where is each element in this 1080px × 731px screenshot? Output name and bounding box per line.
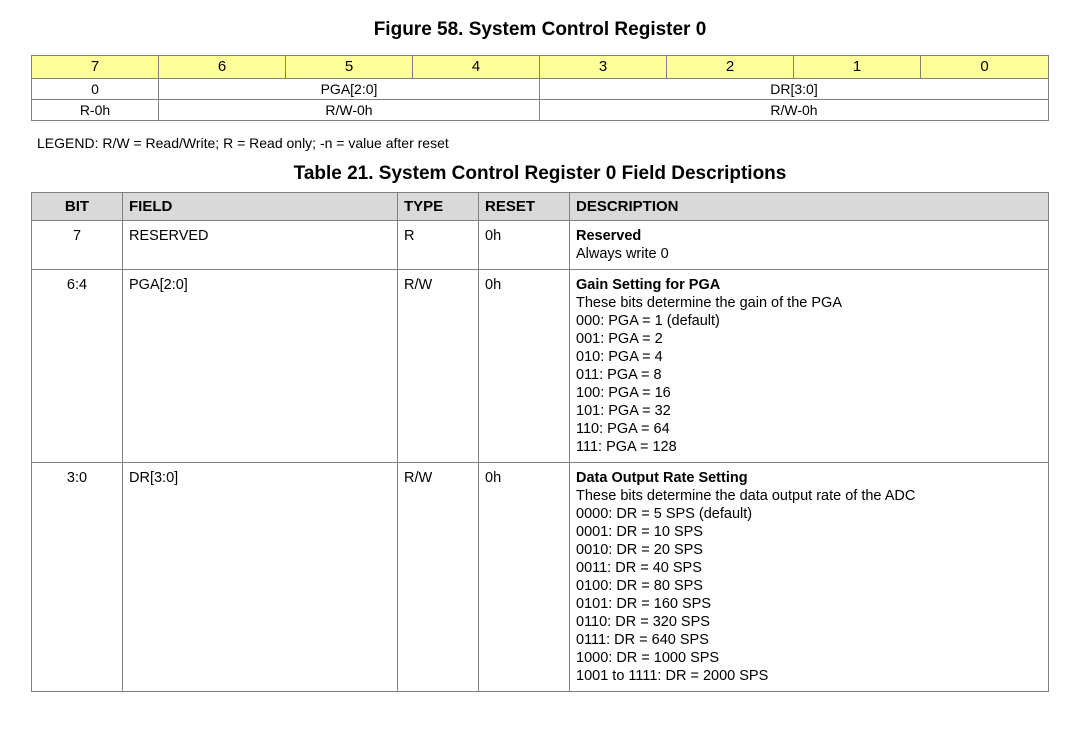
register-bit-map <box>31 55 1049 121</box>
table-row <box>32 270 1049 463</box>
field-description-table <box>31 192 1049 692</box>
field-pga: PGA[2:0] <box>159 79 540 100</box>
bit-number: 6 <box>159 56 286 79</box>
description-line: 111: PGA = 128 <box>576 439 677 455</box>
description-line: 1000: DR = 1000 SPS <box>576 650 720 666</box>
description-line: 0110: DR = 320 SPS <box>576 614 710 630</box>
table-title: Table 21. System Control Register 0 Field Descriptions <box>293 163 787 184</box>
access-reserved: R-0h <box>32 100 159 121</box>
description-line: 010: PGA = 4 <box>576 349 663 365</box>
description-line: 1001 to 1111: DR = 2000 SPS <box>576 668 769 684</box>
access-dr: R/W-0h <box>540 100 1049 121</box>
header-bit: BIT <box>32 193 123 221</box>
bit-number: 4 <box>413 56 540 79</box>
field-reserved: 0 <box>32 79 159 100</box>
row-description <box>570 221 1049 270</box>
header-description: DESCRIPTION <box>570 193 1049 221</box>
bit-number: 3 <box>540 56 667 79</box>
description-line: These bits determine the data output rate of the ADC <box>576 488 916 504</box>
description-line: 0010: DR = 20 SPS <box>576 542 703 558</box>
row-field: DR[3:0] <box>123 463 398 692</box>
description-line: 110: PGA = 64 <box>576 421 670 437</box>
description-line: 0001: DR = 10 SPS <box>576 524 703 540</box>
row-reset: 0h <box>479 221 570 270</box>
description-line: 101: PGA = 32 <box>576 403 671 419</box>
bit-number: 0 <box>921 56 1049 79</box>
field-name-row <box>32 79 1049 100</box>
bit-number: 2 <box>667 56 794 79</box>
description-line: 001: PGA = 2 <box>576 331 663 347</box>
bit-number: 5 <box>286 56 413 79</box>
figure-title: Figure 58. System Control Register 0 <box>373 19 707 40</box>
row-type: R <box>398 221 479 270</box>
row-bit: 7 <box>32 221 123 270</box>
description-line: 011: PGA = 8 <box>576 367 662 383</box>
header-reset: RESET <box>479 193 570 221</box>
description-line: 0011: DR = 40 SPS <box>576 560 702 576</box>
row-type: R/W <box>398 270 479 463</box>
description-line: 000: PGA = 1 (default) <box>576 313 720 329</box>
description-line: These bits determine the gain of the PGA <box>576 295 842 311</box>
description-line: 0100: DR = 80 SPS <box>576 578 703 594</box>
bit-number-row <box>32 56 1049 79</box>
access-pga: R/W-0h <box>159 100 540 121</box>
row-bit: 6:4 <box>32 270 123 463</box>
description-line: 0101: DR = 160 SPS <box>576 596 712 612</box>
description-title: Data Output Rate Setting <box>576 470 748 486</box>
row-type: R/W <box>398 463 479 692</box>
row-description <box>570 270 1049 463</box>
table-row <box>32 221 1049 270</box>
header-field: FIELD <box>123 193 398 221</box>
field-dr: DR[3:0] <box>540 79 1049 100</box>
table-row <box>32 463 1049 692</box>
row-reset: 0h <box>479 463 570 692</box>
bit-number: 7 <box>32 56 159 79</box>
description-line: Always write 0 <box>576 246 669 262</box>
legend: LEGEND: R/W = Read/Write; R = Read only; -n = value after reset <box>37 135 449 151</box>
row-bit: 3:0 <box>32 463 123 692</box>
access-row <box>32 100 1049 121</box>
row-description <box>570 463 1049 692</box>
description-title: Gain Setting for PGA <box>576 277 721 293</box>
bit-number: 1 <box>794 56 921 79</box>
row-reset: 0h <box>479 270 570 463</box>
header-type: TYPE <box>398 193 479 221</box>
description-title: Reserved <box>576 228 642 244</box>
description-line: 0111: DR = 640 SPS <box>576 632 709 648</box>
row-field: PGA[2:0] <box>123 270 398 463</box>
description-line: 0000: DR = 5 SPS (default) <box>576 506 753 522</box>
table-header-row <box>32 193 1049 221</box>
row-field: RESERVED <box>123 221 398 270</box>
description-line: 100: PGA = 16 <box>576 385 671 401</box>
